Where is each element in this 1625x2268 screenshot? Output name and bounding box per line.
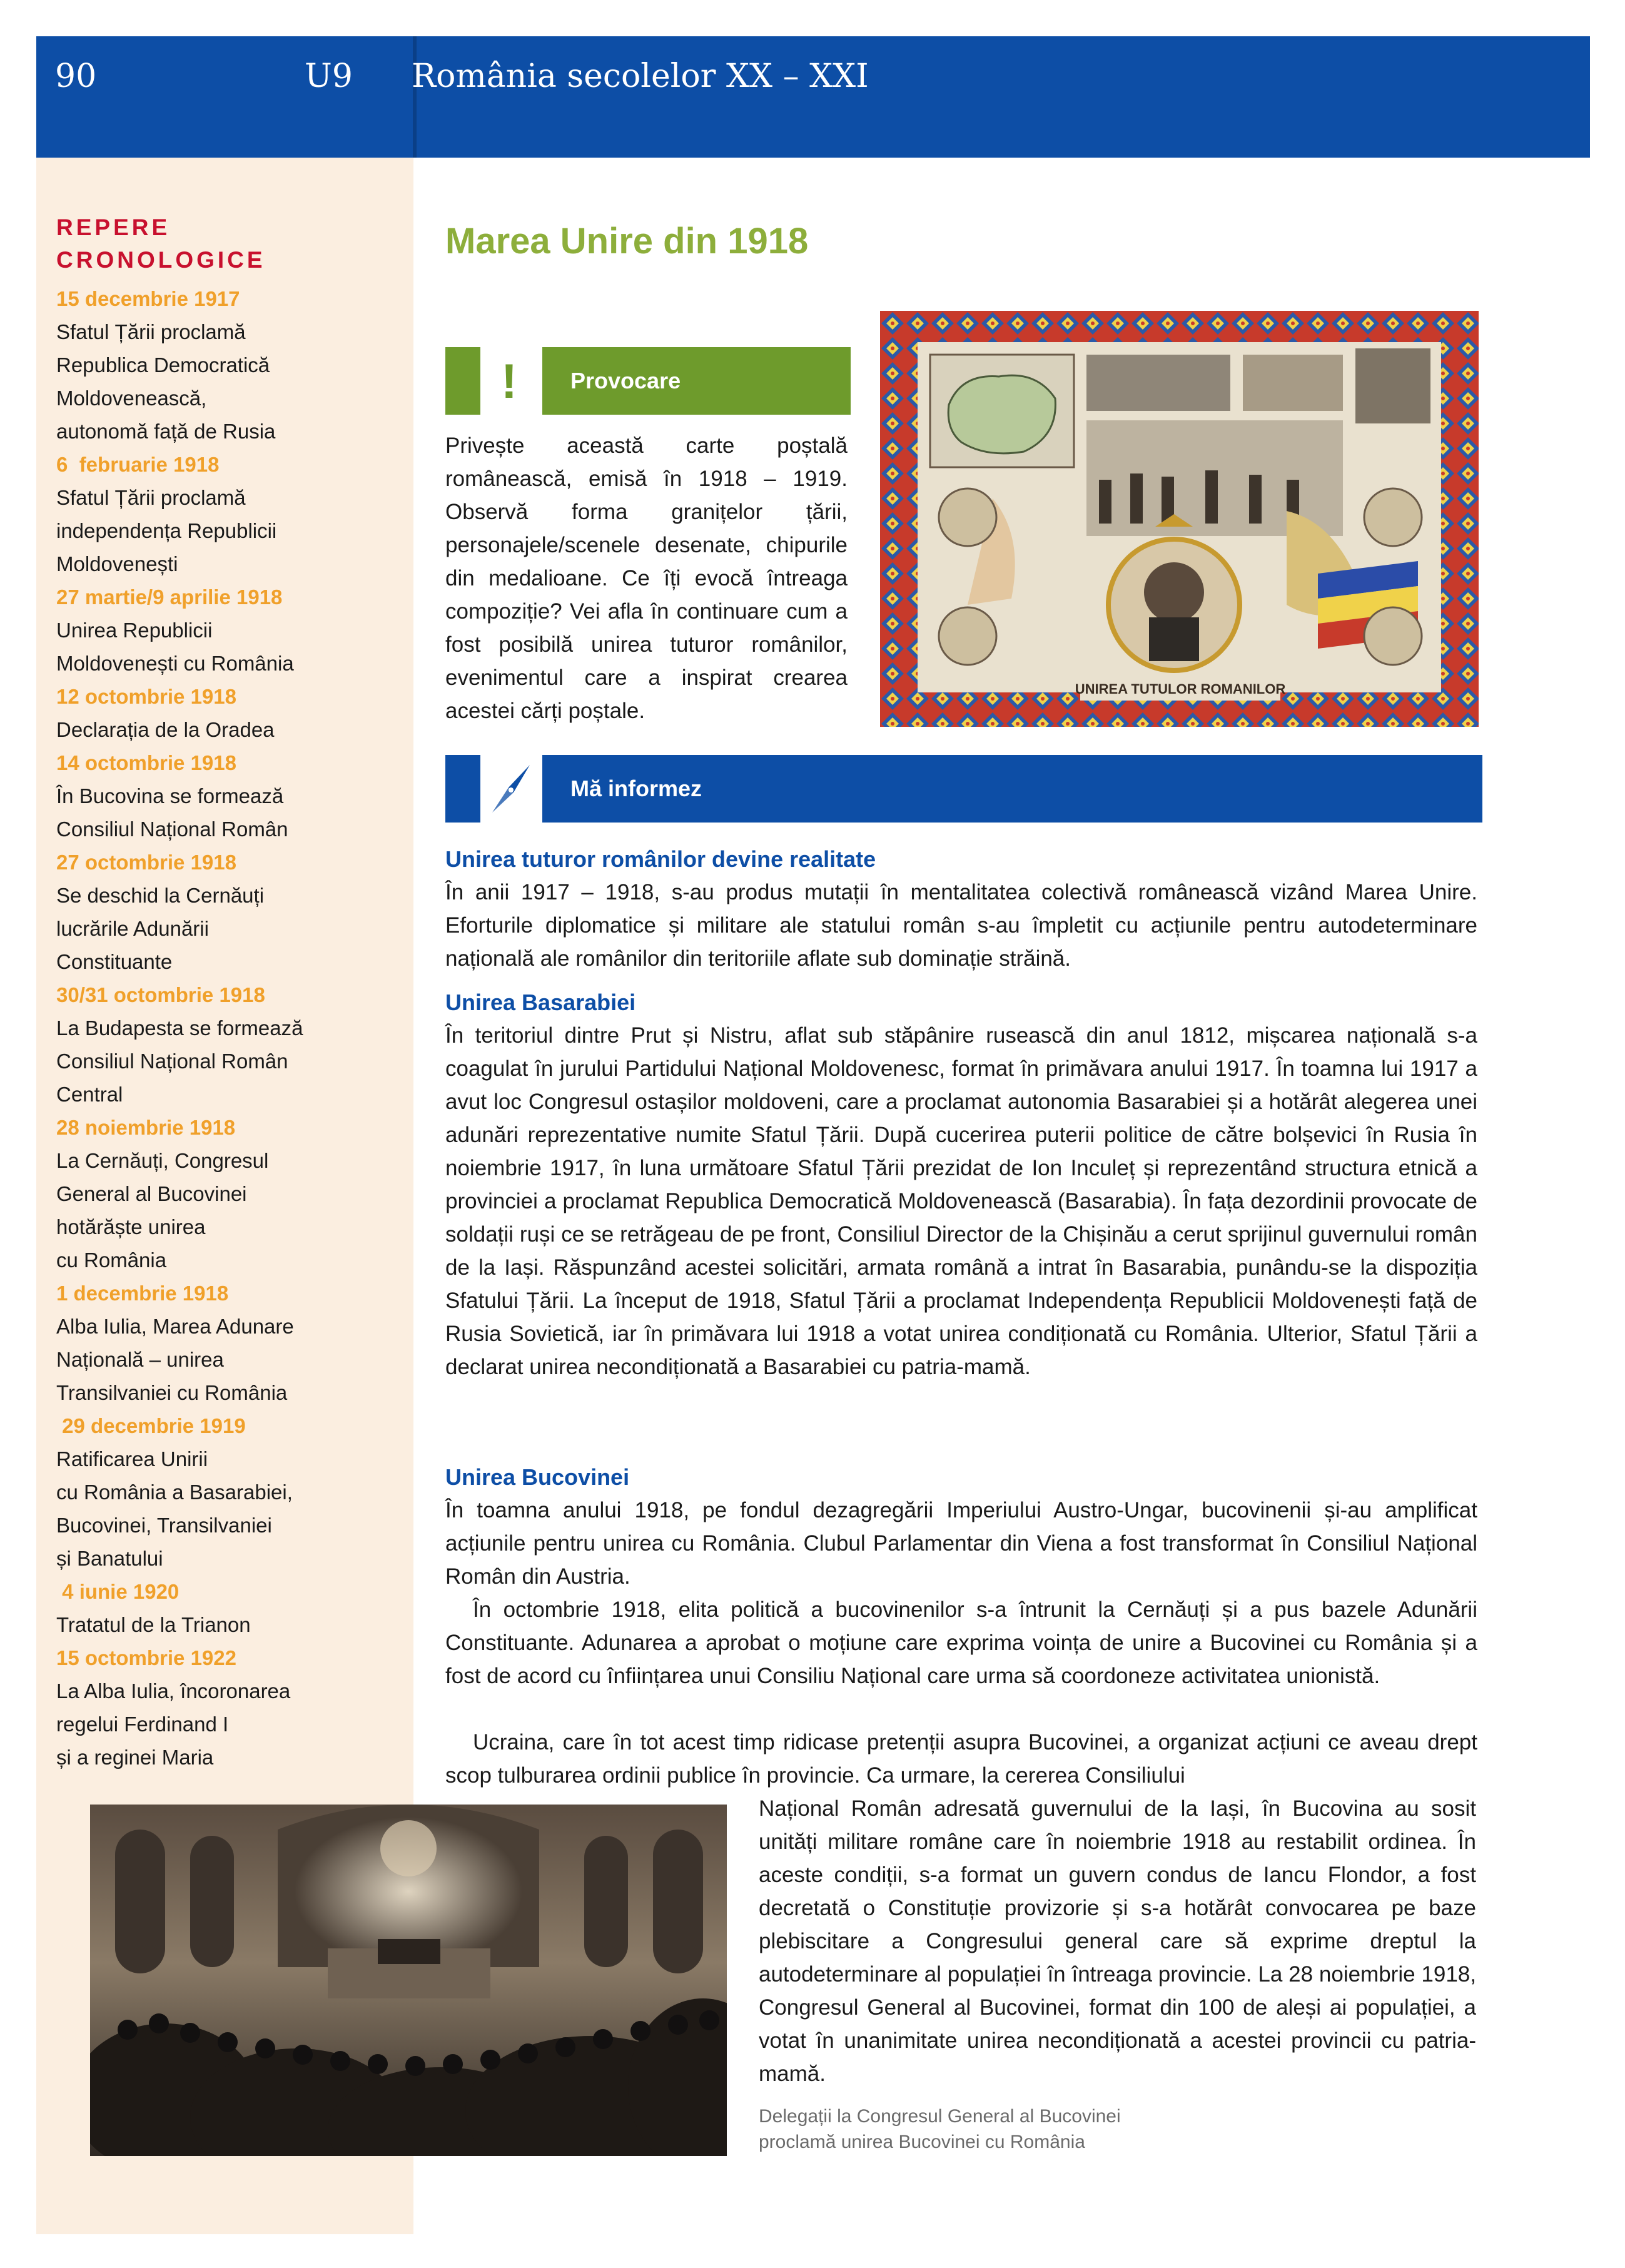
unit-code: U9 [305, 58, 353, 95]
timeline-date: 1 decembrie 1918 [56, 1282, 229, 1305]
timeline-date: 28 noiembrie 1918 [56, 1116, 236, 1139]
timeline-event-text: cu România [56, 1248, 167, 1272]
section-paragraph: Național Român adresată guvernului de la Iași, în Bucovina au sosit unități militare române care în noiembrie 1918 au restabilit ordinea. În aceste condiții, s-a format un guvern condus de Iancu Flondor, a fost decretată o Constituție provizorie și s-a hotărât convocarea pe baze plebiscitare a Congresului general care să exprime dreptul la autodeterminare al populației în întreaga provincie. La 28 noiembrie 1918, Congresul General al Bucovinei, format din 100 de aleși ai populației, a votat în unanimitate unirea necondiționată a acestei provincii cu patria-mamă. [759, 1796, 1476, 2086]
timeline-event-text: hotărăște unirea [56, 1215, 206, 1238]
timeline-event-text: La Cernăuți, Congresul [56, 1149, 269, 1172]
timeline-event-text: Transilvaniei cu România [56, 1381, 288, 1404]
postcard-image [880, 311, 1479, 727]
timeline-date: 29 decembrie 1919 [56, 1414, 246, 1437]
compass-icon [485, 759, 537, 819]
section-title-basarabia: Unirea Basarabiei [445, 990, 636, 1015]
section-title-bucovina: Unirea Bucovinei [445, 1464, 630, 1490]
congress-photo-image [90, 1805, 727, 2156]
informez-header [542, 755, 1482, 823]
timeline-event-text: independența Republicii [56, 519, 277, 542]
photo-caption-line-1: Delegații la Congresul General al Bucovinei [759, 2106, 1121, 2127]
timeline-event-text: Moldovenești [56, 552, 178, 575]
chronology-list [56, 282, 382, 1774]
timeline-date: 6 februarie 1918 [56, 453, 220, 476]
sidebar-heading: REPERE CRONOLOGICE [56, 215, 266, 273]
section-paragraph: În anii 1917 – 1918, s-au produs mutații în mentalitatea colectivă românească vizând Marea Unire. Eforturile diplomatice și militare ale statului român s-au împletit cu acțiunile pentru autodeterminare națională ale românilor din teritoriile aflate sub dominație străină. [445, 880, 1477, 971]
exclamation-icon: ! [501, 353, 517, 408]
postcard-illustration [880, 311, 1479, 727]
timeline-event-text: și Banatului [56, 1547, 163, 1570]
header-divider [413, 36, 417, 158]
timeline-event-text: General al Bucovinei [56, 1182, 247, 1205]
photo-caption [759, 2103, 1209, 2155]
timeline-date: 12 octombrie 1918 [56, 685, 236, 708]
timeline-event-text: Declarația de la Oradea [56, 718, 275, 741]
provocare-tab [445, 347, 480, 415]
timeline-event-text: Unirea Republicii [56, 619, 213, 642]
timeline-event-text: Moldovenești cu România [56, 652, 294, 675]
timeline-event-text: Sfatul Țării proclamă [56, 486, 246, 509]
timeline-date: 14 octombrie 1918 [56, 751, 236, 774]
provocare-label: Provocare [570, 368, 681, 393]
timeline-date: 4 iunie 1920 [56, 1580, 180, 1603]
timeline-event-text: cu România a Basarabiei, [56, 1481, 293, 1504]
timeline-date: 15 decembrie 1917 [56, 287, 240, 310]
informez-tab [445, 755, 480, 823]
timeline-event-text: Consiliul Național Român [56, 1050, 288, 1073]
timeline-event-text: În Bucovina se formează [56, 784, 284, 807]
timeline-event-text: și a reginei Maria [56, 1746, 214, 1769]
timeline-event-text: Central [56, 1083, 123, 1106]
page-header [36, 36, 1590, 158]
timeline-date: 30/31 octombrie 1918 [56, 983, 265, 1006]
timeline-event-text: Alba Iulia, Marea Adunare [56, 1315, 294, 1338]
photo-caption-line-2: proclamă unirea Bucovinei cu România [759, 2132, 1085, 2152]
timeline-event-text: Bucovinei, Transilvaniei [56, 1514, 272, 1537]
congress-photo [90, 1805, 727, 2156]
timeline-event-text: regelui Ferdinand I [56, 1713, 229, 1736]
timeline-event-text: lucrările Adunării [56, 917, 209, 940]
timeline-event-text: autonomă față de Rusia [56, 420, 276, 443]
section-paragraph: În teritoriul dintre Prut și Nistru, aflat sub stăpânire rusească din anul 1812, mișcarea națională s-a coagulat în jurului Partidului Național Moldovenesc, format în primăvara anului 1917. În toamna lui 1917 a avut loc Congresul ostașilor moldoveni, care a proclamat autonomia Basarabiei și a hotărât alegerea unei adunări reprezentative numite Sfatul Țării. După cucerirea puterii politice de către bolșevici în Rusia în noiembrie 1917, în luna următoare Sfatul Țării prezidat de Ion Inculeț și reprezentând structura etnică a provinciei a proclamat Republica Democratică Moldovenească (Basarabia). În fața dezordinii provocate de soldații ruși ce se retrăgeau de pe front, Consiliul Director de la Chișinău a cerut sprijinul guvernului român de la Iași. Răspunzând acestei solicitări, armata română a intrat în Basarabia, punându-se la dispoziția Sfatului Țării. La început de 1918, Sfatul Țării a proclamat Independența Republicii Moldovenești față de Rusia Sovietică, iar în primăvara lui 1918 a votat unirea condiționată cu România. Ulterior, Sfatul Țării a declarat unirea necondiționată a Basarabiei cu patria-mamă. [445, 1023, 1477, 1379]
informez-label: Mă informez [570, 776, 702, 801]
timeline-event-text: Moldovenească, [56, 387, 207, 410]
timeline-event-text: Republica Democratică [56, 353, 270, 377]
section-paragraph: În toamna anului 1918, pe fondul dezagregării Imperiului Austro-Ungar, bucovinenii și-au amplificat acțiunile pentru unirea cu România. Clubul Parlamentar din Viena a fost transformat în Consiliul Național Român din Austria. [445, 1498, 1477, 1589]
section-paragraph: În octombrie 1918, elita politică a bucovinenilor s-a întrunit la Cernăuți și a pus bazele Adunării Constituante. Adunarea a aprobat o moțiune care exprima voința de unire a Bucovinei cu România și a fost de acord cu înființarea unui Consiliu Național care urma să coordoneze activitatea unionistă. [445, 1597, 1477, 1688]
page-title: Marea Unire din 1918 [445, 221, 809, 261]
section-paragraph: Ucraina, care în tot acest timp ridicase pretenții asupra Bucovinei, a organizat acțiuni ce aveau drept scop tulburarea ordinii publice în provincie. Ca urmare, la cererea Consiliului [445, 1730, 1477, 1788]
timeline-event-text: La Alba Iulia, încoronarea [56, 1679, 291, 1703]
timeline-event-text: Sfatul Țării proclamă [56, 320, 246, 343]
provocare-header [542, 347, 851, 415]
timeline-event-text: Consiliul Național Român [56, 818, 288, 841]
timeline-event-text: Se deschid la Cernăuți [56, 884, 265, 907]
timeline-event-text: Ratificarea Unirii [56, 1447, 208, 1471]
section-title-unirea-tuturor: Unirea tuturor românilor devine realitate [445, 846, 876, 872]
unit-title: România secolelor XX – XXI [412, 58, 869, 95]
timeline-event-text: La Budapesta se formează [56, 1016, 303, 1040]
timeline-event-text: Națională – unirea [56, 1348, 224, 1371]
page-number: 90 [55, 58, 97, 95]
timeline-event-text: Tratatul de la Trianon [56, 1613, 251, 1636]
provocare-text: Privește această carte poștală românească, emisă în 1918 – 1919. Observă forma granițelor țării, personajele/scenele desenate, chipurile din medalioane. Ce îți evocă întreaga compoziție? Vei afla în continuare cum a fost posibilă unirea tuturor românilor, evenimentul care a inspirat crearea acestei cărți poștale. [445, 433, 848, 723]
timeline-date: 27 martie/9 aprilie 1918 [56, 585, 283, 609]
timeline-date: 15 octombrie 1922 [56, 1646, 236, 1669]
timeline-event-text: Constituante [56, 950, 173, 973]
timeline-date: 27 octombrie 1918 [56, 851, 236, 874]
postcard-banner: UNIREA TUTULOR ROMANILOR [1075, 681, 1286, 697]
